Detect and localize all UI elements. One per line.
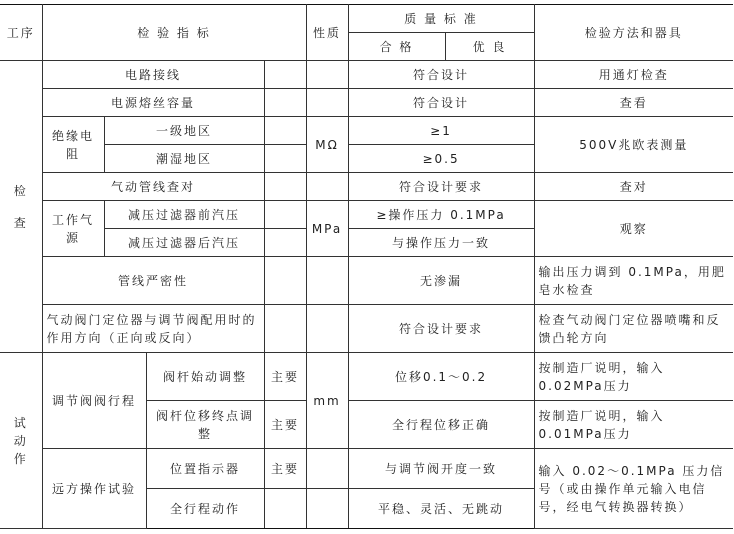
method-tightness: 输出压力调到 0.1MPa，用肥皂水检查 <box>534 257 733 305</box>
unit-mm: mm <box>306 353 348 449</box>
nature-position-indicator: 主要 <box>264 449 306 489</box>
header-nature: 性质 <box>306 5 348 61</box>
section-check-char-1: 检 <box>13 183 28 198</box>
method-circuit: 用通灯检查 <box>534 61 733 89</box>
indicator-tightness: 管线严密性 <box>42 257 264 305</box>
nature-cell <box>264 201 306 229</box>
nature-cell <box>264 229 306 257</box>
sub-humid-area: 潮湿地区 <box>104 145 264 173</box>
group-valve-stroke: 调节阀阀行程 <box>42 353 146 449</box>
header-method: 检验方法和器具 <box>534 5 733 61</box>
unit-cell <box>306 489 348 529</box>
indicator-pneumatic-line: 气动管线查对 <box>42 173 264 201</box>
indicator-circuit: 电路接线 <box>42 61 264 89</box>
method-remote: 输入 0.02～0.1MPa 压力信号（或由操作单元输入电信号，经电气转换器转换） <box>534 449 733 529</box>
standard-air-1: ≥操作压力 0.1MPa <box>348 201 534 229</box>
method-stem-end: 按制造厂说明，输入0.01MPa压力 <box>534 401 733 449</box>
standard-insulation-1: ≥1 <box>348 117 534 145</box>
nature-stem-start: 主要 <box>264 353 306 401</box>
method-positioner: 检查气动阀门定位器喷嘴和反馈凸轮方向 <box>534 305 733 353</box>
group-air-source: 工作气源 <box>42 201 104 257</box>
sub-before-filter: 减压过滤器前汽压 <box>104 201 264 229</box>
header-process: 工序 <box>0 5 42 61</box>
sub-position-indicator: 位置指示器 <box>146 449 264 489</box>
method-insulation: 500V兆欧表测量 <box>534 117 733 173</box>
unit-cell <box>306 257 348 305</box>
sub-after-filter: 减压过滤器后汽压 <box>104 229 264 257</box>
nature-cell <box>264 257 306 305</box>
method-pneumatic-line: 查对 <box>534 173 733 201</box>
standard-position-indicator: 与调节阀开度一致 <box>348 449 534 489</box>
standard-stem-start: 位移0.1～0.2 <box>348 353 534 401</box>
nature-stem-end: 主要 <box>264 401 306 449</box>
nature-cell <box>264 489 306 529</box>
standard-insulation-2: ≥0.5 <box>348 145 534 173</box>
unit-cell <box>306 305 348 353</box>
group-insulation: 绝缘电阻 <box>42 117 104 173</box>
standard-fuse: 符合设计 <box>348 89 534 117</box>
method-fuse: 查看 <box>534 89 733 117</box>
unit-cell <box>306 61 348 89</box>
indicator-fuse: 电源熔丝容量 <box>42 89 264 117</box>
sub-full-stroke: 全行程动作 <box>146 489 264 529</box>
method-air: 观察 <box>534 201 733 257</box>
section-test-char-3: 作 <box>13 451 28 466</box>
header-excellent: 优 良 <box>445 33 534 61</box>
standard-air-2: 与操作压力一致 <box>348 229 534 257</box>
nature-cell <box>264 145 306 173</box>
section-test <box>0 353 42 529</box>
nature-cell <box>264 305 306 353</box>
section-test-char-1: 试 <box>13 415 28 430</box>
section-test-char-2: 动 <box>13 433 28 448</box>
group-remote-operation: 远方操作试验 <box>42 449 146 529</box>
unit-cell <box>306 89 348 117</box>
indicator-positioner: 气动阀门定位器与调节阀配用时的作用方向（正向或反向） <box>42 305 264 353</box>
unit-mpa: MPa <box>306 201 348 257</box>
header-qualified: 合 格 <box>348 33 445 61</box>
nature-cell <box>264 173 306 201</box>
header-indicator: 检 验 指 标 <box>42 5 306 61</box>
unit-megaohm: MΩ <box>306 117 348 173</box>
standard-circuit: 符合设计 <box>348 61 534 89</box>
section-check-char-2: 查 <box>13 215 28 230</box>
nature-cell <box>264 61 306 89</box>
standard-positioner: 符合设计要求 <box>348 305 534 353</box>
standard-full-stroke: 平稳、灵活、无跳动 <box>348 489 534 529</box>
standard-stem-end: 全行程位移正确 <box>348 401 534 449</box>
unit-cell <box>306 449 348 489</box>
sub-stem-end: 阀杆位移终点调整 <box>146 401 264 449</box>
method-stem-start: 按制造厂说明，输入0.02MPa压力 <box>534 353 733 401</box>
sub-stem-start: 阀杆始动调整 <box>146 353 264 401</box>
header-standard: 质 量 标 准 <box>348 5 534 33</box>
unit-cell <box>306 173 348 201</box>
standard-pneumatic-line: 符合设计要求 <box>348 173 534 201</box>
nature-cell <box>264 89 306 117</box>
section-check <box>0 61 42 353</box>
inspection-table <box>0 4 733 529</box>
sub-level1-area: 一级地区 <box>104 117 264 145</box>
nature-cell <box>264 117 306 145</box>
standard-tightness: 无渗漏 <box>348 257 534 305</box>
